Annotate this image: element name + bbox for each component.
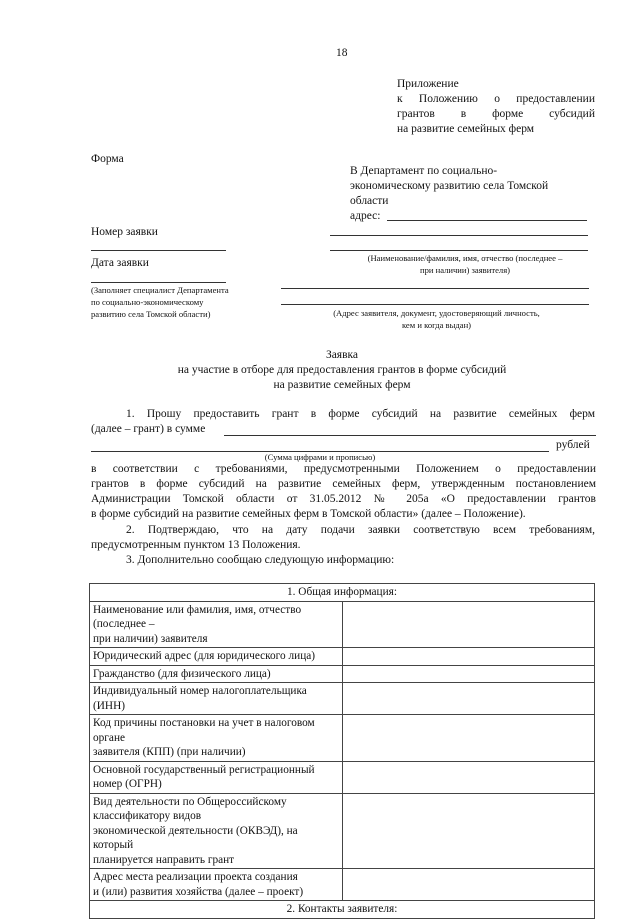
heading-line-1: на участие в отборе для предоставления грантов в форме субсидий — [177, 364, 507, 376]
table-row — [90, 793, 595, 869]
application-heading — [89, 348, 595, 393]
row-label-line: при наличии) заявителя — [93, 632, 208, 645]
rubles-label: рублей — [556, 439, 590, 451]
specialist-note-line-3: развитию села Томской области) — [91, 309, 211, 319]
row-label-okved — [90, 793, 343, 869]
row-label-ogrn — [90, 761, 343, 793]
addressee-line-2: экономическому развитию села Томской — [350, 180, 549, 192]
table-row — [90, 761, 595, 793]
row-label-name — [90, 601, 343, 648]
row-value-kpp[interactable] — [342, 715, 595, 762]
addressee-block — [350, 164, 595, 224]
heading-line-2: на развитие семейных ферм — [273, 379, 411, 391]
section-1-header: 1. Общая информация: — [90, 584, 595, 602]
application-number-field[interactable] — [91, 250, 226, 251]
row-label-line: Основной государственный регистрационный номер (ОГРН) — [93, 763, 315, 790]
paragraph-1-line-6: в форме субсидий на развитие семейных ферм в Томской области» (далее – Положение). — [91, 508, 526, 520]
applicant-name-line-1[interactable] — [330, 235, 588, 236]
name-caption-line-2: при наличии) заявителя) — [419, 265, 511, 275]
row-label-kpp — [90, 715, 343, 762]
appendix-line-3: на развитие семейных ферм — [397, 123, 535, 135]
row-value-name[interactable] — [342, 601, 595, 648]
sum-caption: (Сумма цифрами и прописью) — [264, 452, 376, 462]
row-value-legal-address[interactable] — [342, 648, 595, 666]
row-value-project-address[interactable] — [342, 869, 595, 901]
row-label-line: заявителя (КПП) (при наличии) — [93, 746, 246, 758]
applicant-address-caption — [295, 307, 578, 331]
address-field-line[interactable] — [387, 220, 587, 221]
table-row — [90, 665, 595, 683]
specialist-note-line-2: по социально-экономическому — [91, 297, 204, 307]
row-label-citizenship — [90, 665, 343, 683]
address-label: адрес: — [350, 210, 381, 222]
table-row — [90, 715, 595, 762]
specialist-note-line-1: (Заполняет специалист Департамента — [91, 285, 229, 295]
applicant-name-line-2[interactable] — [330, 250, 588, 251]
row-label-line: Индивидуальный номер налогоплательщика (ИНН) — [93, 685, 307, 712]
row-label-line: Гражданство (для физического лица) — [93, 667, 271, 680]
application-date-label: Дата заявки — [91, 257, 149, 269]
row-label-inn — [90, 683, 343, 715]
name-caption-line-1: (Наименование/фамилия, имя, отчество (последнее – — [367, 253, 563, 263]
table-section-row — [90, 584, 595, 602]
paragraph-2-line-1: 2. Подтверждаю, что на дату подачи заявки соответствую всем требованиям, — [126, 524, 595, 536]
paragraph-2-line-2: предусмотренным пунктом 13 Положения. — [91, 539, 301, 551]
table-section-row — [90, 901, 595, 919]
appendix-block — [397, 77, 595, 137]
applicant-address-line-1[interactable] — [281, 288, 589, 289]
paragraph-1-line-4: грантов в форме субсидий на развитие семейных ферм, утвержденным постановлением — [91, 478, 596, 490]
address-caption-line-1: (Адрес заявителя, документ, удостоверяющий личность, — [333, 308, 540, 318]
row-label-project-address — [90, 869, 343, 901]
row-label-line: Адрес места реализации проекта создания — [93, 871, 298, 883]
row-label-line: Вид деятельности по Общероссийскому классификатору видов — [93, 795, 287, 822]
appendix-line-1: к Положению о предоставлении — [397, 93, 595, 105]
row-label-line: планируется направить грант — [93, 853, 235, 866]
row-label-line: Наименование или фамилия, имя, отчество (последнее – — [93, 603, 302, 630]
grant-sum-field-1[interactable] — [224, 435, 596, 436]
paragraph-1-line-3: в соответствии с требованиями, предусмотренными Положением о предоставлении — [91, 463, 596, 475]
application-number-label: Номер заявки — [91, 226, 158, 238]
paragraph-1-body — [91, 462, 596, 522]
heading-title: Заявка — [325, 349, 359, 361]
table-row — [90, 648, 595, 666]
paragraph-1-line-5: Администрации Томской области от 31.05.2012 № 205а «О предоставлении грантов — [91, 493, 596, 505]
applicant-info-table — [89, 583, 595, 919]
row-label-line: экономической деятельности (ОКВЭД), на который — [93, 824, 298, 851]
applicant-name-caption — [330, 252, 600, 276]
row-label-line: Код причины постановки на учет в налоговом органе — [93, 717, 315, 744]
row-value-okved[interactable] — [342, 793, 595, 869]
row-label-legal-address — [90, 648, 343, 666]
applicant-address-line-2[interactable] — [281, 304, 589, 305]
table-row — [90, 683, 595, 715]
row-value-ogrn[interactable] — [342, 761, 595, 793]
paragraph-1-line-1: 1. Прошу предоставить грант в форме субсидий на развитие семейных ферм — [126, 408, 595, 420]
section-2-header: 2. Контакты заявителя: — [90, 901, 595, 919]
appendix-line-2: грантов в форме субсидий — [397, 108, 595, 120]
address-caption-line-2: кем и когда выдан) — [401, 320, 472, 330]
row-value-citizenship[interactable] — [342, 665, 595, 683]
table-row — [90, 869, 595, 901]
table-row — [90, 601, 595, 648]
addressee-line-1: В Департамент по социально- — [350, 165, 498, 177]
row-label-line: Юридический адрес (для юридического лица) — [93, 650, 316, 662]
specialist-note — [91, 284, 229, 320]
application-date-field[interactable] — [91, 282, 226, 283]
form-label: Форма — [91, 153, 124, 165]
appendix-title: Приложение — [397, 78, 459, 90]
paragraph-1-line-2: (далее – грант) в сумме — [91, 423, 206, 435]
row-value-inn[interactable] — [342, 683, 595, 715]
paragraph-3: 3. Дополнительно сообщаю следующую информацию: — [126, 554, 395, 566]
row-label-line: и (или) развития хозяйства (далее – проект) — [93, 885, 304, 898]
page-number: 18 — [336, 47, 348, 59]
addressee-line-3: области — [350, 195, 389, 207]
